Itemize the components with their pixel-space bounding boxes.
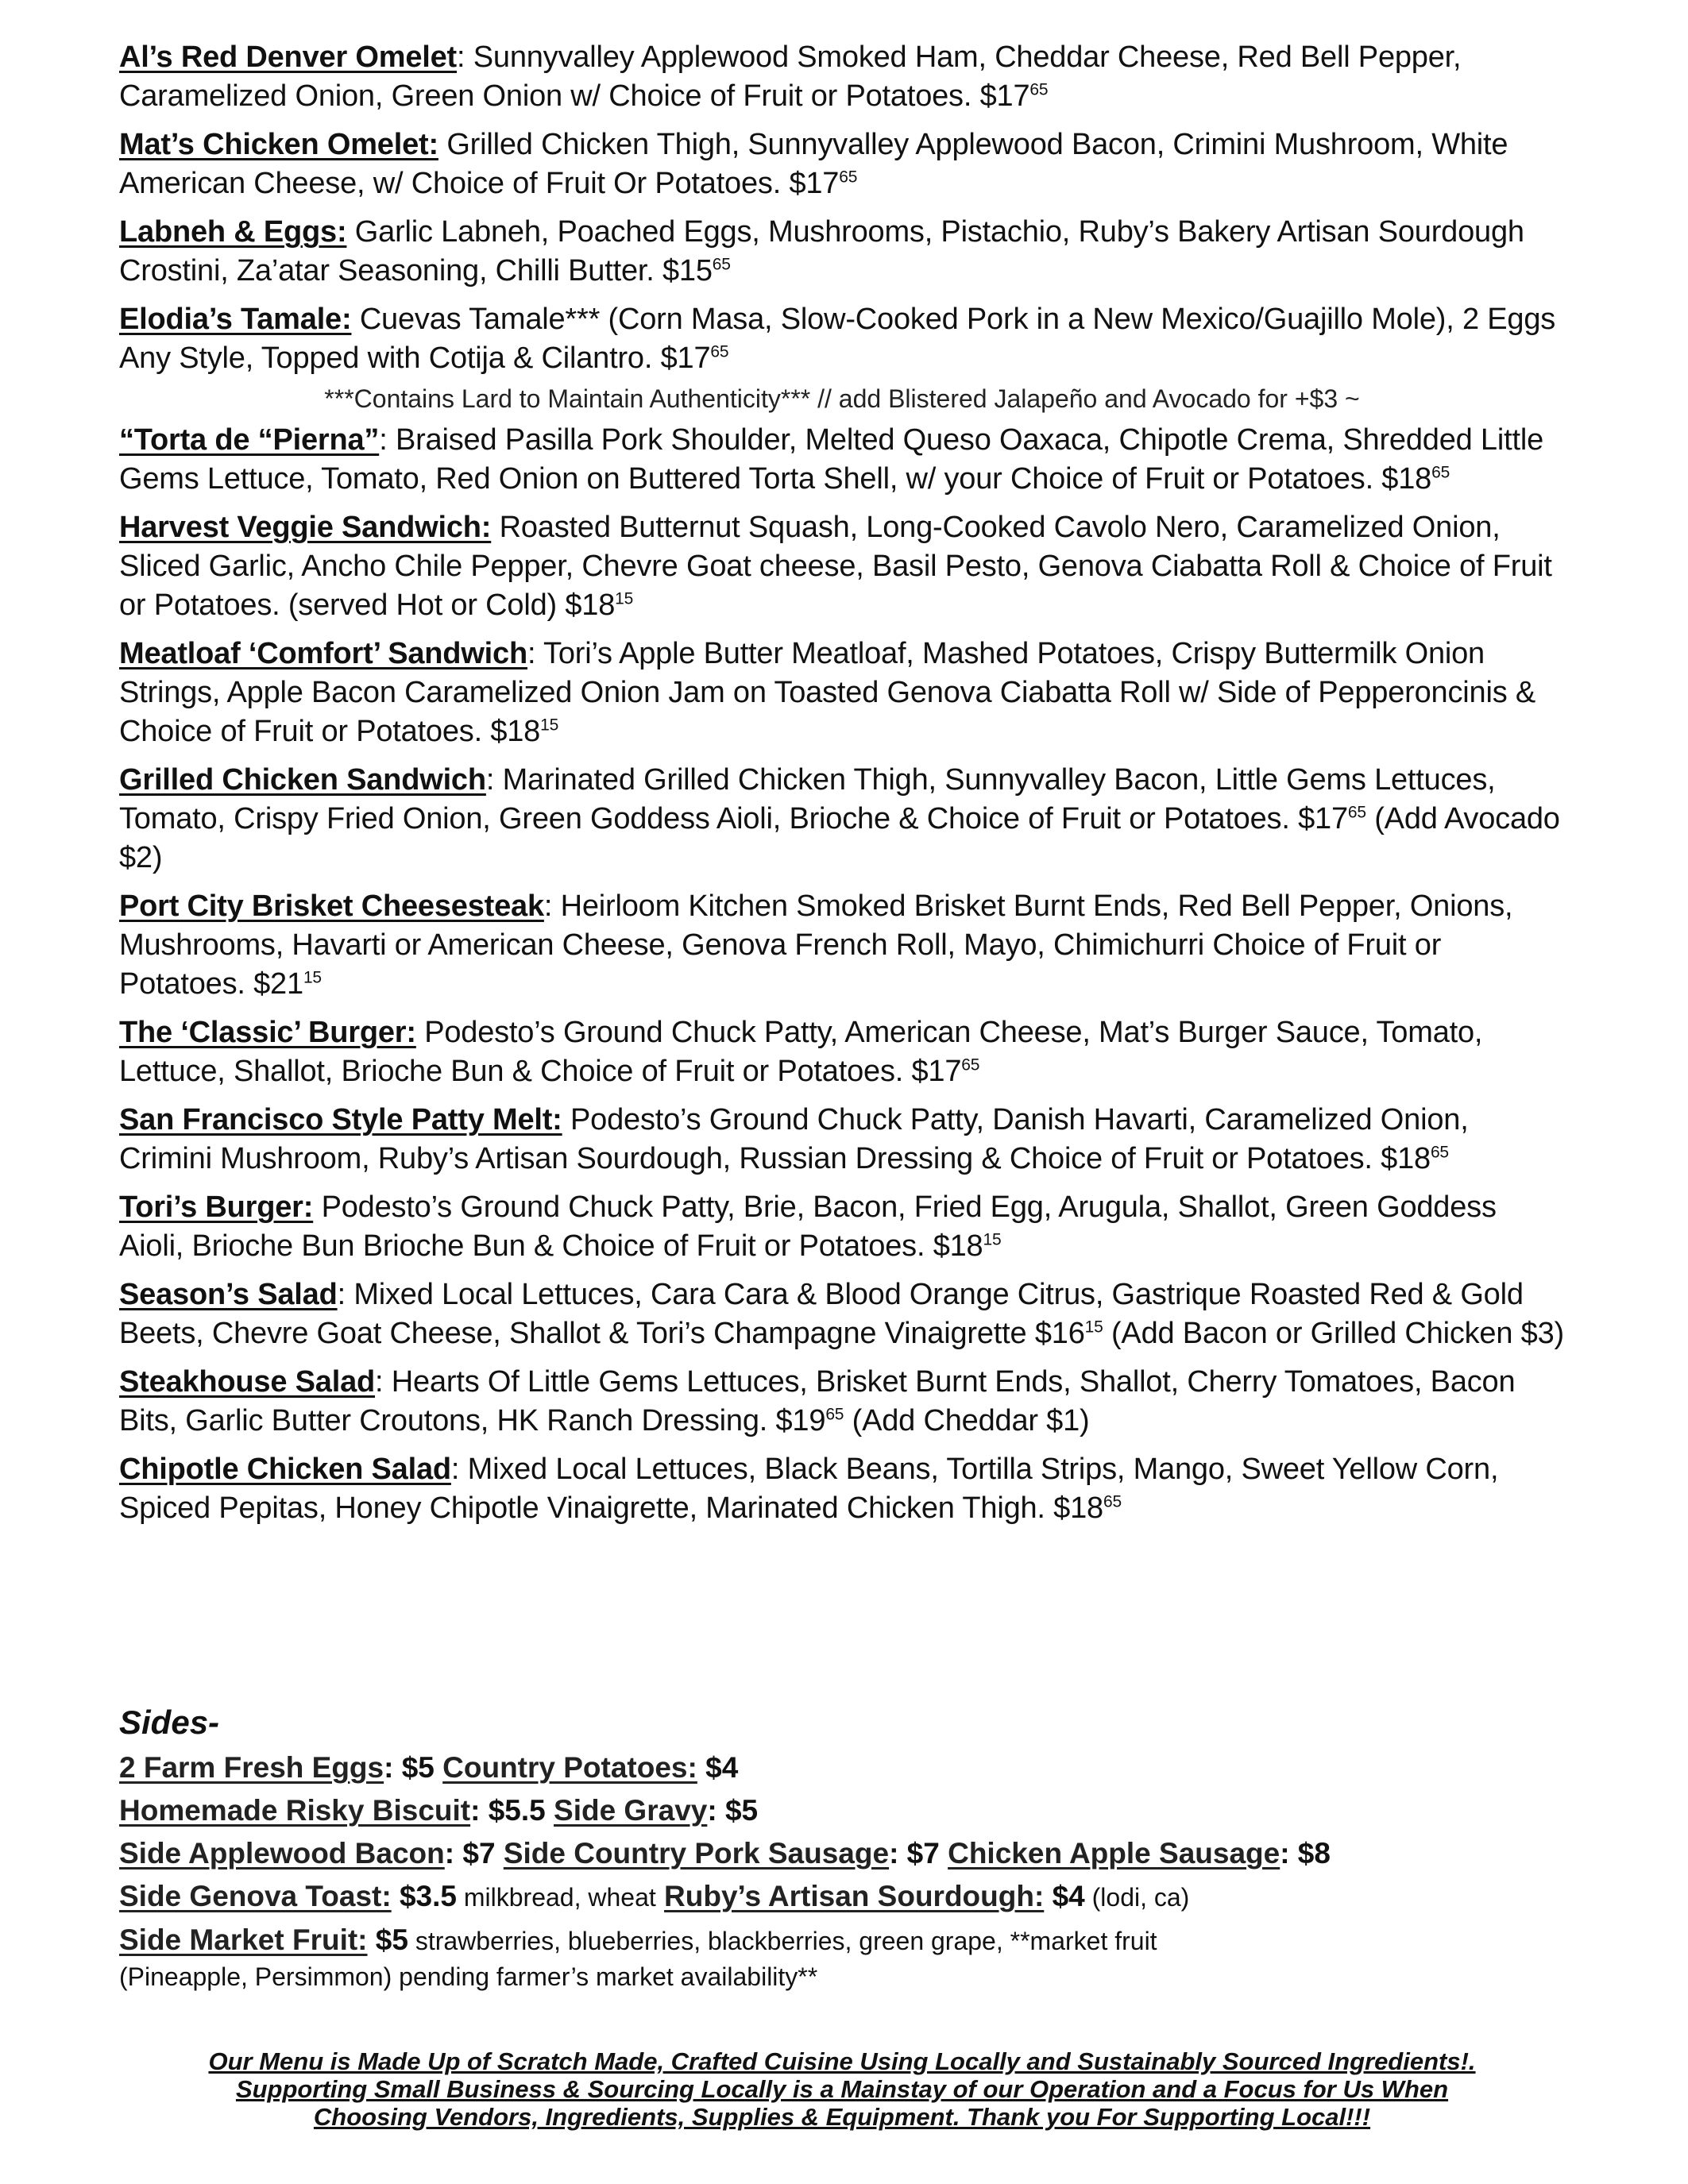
item-name: Steakhouse Salad [119, 1365, 376, 1399]
item-price-cents: 65 [1103, 1492, 1122, 1511]
item-separator: : [543, 889, 561, 923]
side-name: Side Genova Toast: [119, 1880, 392, 1912]
footer-line: Supporting Small Business & Sourcing Locally is a Mainstay of our Operation and a Focus for Us When [235, 2075, 1449, 2103]
item-name: Elodia’s Tamale: [119, 303, 352, 336]
side-price: : $7 [889, 1837, 940, 1870]
item-price: $18 [1381, 462, 1432, 496]
item-name: Port City Brisket Cheesesteak [119, 889, 544, 923]
side-lines [119, 1746, 1565, 1962]
item-description: Tori’s Apple Butter Meatloaf, Mashed Potatoes, Crispy Buttermilk Onion Strings, Apple Bacon Caramelized Onion Jam on Toasted Genova Ciabatta Roll w/ Side of Pepperoncinis & Choice of Fruit or Potatoes. [119, 637, 1536, 748]
side-extra: milkbread, wheat [456, 1883, 656, 1912]
item-description: Cuevas Tamale*** (Corn Masa, Slow-Cooked Pork in a New Mexico/Guajillo Mole), 2 Eggs Any Style, Topped with Cotija & Cilantro. [119, 303, 1556, 375]
side-price: : $5 [707, 1794, 759, 1827]
item-price: $18 [490, 715, 541, 748]
fruit-note: (Pineapple, Persimmon) pending farmer’s market availability** [119, 1962, 818, 1991]
item-price: $17 [1298, 802, 1348, 835]
side-price: $3.5 [391, 1880, 457, 1912]
item-description: Mixed Local Lettuces, Cara Cara & Blood Orange Citrus, Gastrique Roasted Red & Gold Beets, Chevre Goat Cheese, Shallot & Tori’s Champagne Vinaigrette [119, 1278, 1524, 1350]
item-separator: : [485, 763, 503, 797]
item-description: Sunnyvalley Applewood Smoked Ham, Cheddar Cheese, Red Bell Pepper, Caramelized Onion, Green Onion w/ Choice of Fruit or Potatoes. [119, 41, 1462, 113]
side-price: $4 [697, 1751, 739, 1784]
side-price: : $7 [444, 1837, 496, 1870]
side-price: : $5.5 [470, 1794, 546, 1827]
item-price: $18 [1381, 1142, 1431, 1175]
side-line [119, 1789, 1565, 1832]
item-price: $17 [911, 1055, 962, 1088]
item-price-cents: 15 [303, 968, 322, 987]
item-price-cents: 65 [825, 1405, 844, 1424]
menu-item [119, 1363, 1565, 1441]
item-price-cents: 15 [540, 716, 559, 735]
menu-item [119, 1188, 1565, 1266]
footer-statement [119, 2047, 1565, 2131]
item-price-cents: 15 [1084, 1318, 1103, 1337]
item-separator [313, 1190, 321, 1224]
side-name: Side Country Pork Sausage [503, 1837, 890, 1870]
item-addon: (Add Bacon or Grilled Chicken $3) [1103, 1317, 1564, 1350]
side-name: 2 Farm Fresh Eggs [119, 1751, 384, 1784]
item-separator [416, 1016, 424, 1049]
item-separator: : [375, 1365, 392, 1399]
item-separator: : [379, 423, 396, 457]
menu-item [119, 213, 1565, 291]
item-separator [562, 1103, 570, 1136]
item-price-cents: 65 [712, 255, 731, 274]
item-name: “Torta de “Pierna” [119, 423, 380, 457]
menu-item [119, 38, 1565, 116]
item-price: $17 [660, 341, 711, 375]
item-price-cents: 65 [710, 342, 729, 361]
item-price-cents: 65 [961, 1055, 980, 1075]
item-description: Podesto’s Ground Chuck Patty, American Cheese, Mat’s Burger Sauce, Tomato, Lettuce, Shallot, Brioche Bun & Choice of Fruit or Potatoes. [119, 1016, 1483, 1088]
item-separator: : [457, 41, 473, 74]
side-extra: strawberries, blueberries, blackberries, green grape, **market fruit [408, 1927, 1157, 1955]
side-name: Side Gravy [554, 1794, 708, 1827]
item-separator [346, 215, 354, 249]
side-name: Chicken Apple Sausage [948, 1837, 1280, 1870]
item-price: $16 [1034, 1317, 1085, 1350]
menu-item [119, 1013, 1565, 1091]
side-name: Country Potatoes: [442, 1751, 697, 1784]
item-name: Labneh & Eggs: [119, 215, 347, 249]
item-description: Braised Pasilla Pork Shoulder, Melted Queso Oaxaca, Chipotle Crema, Shredded Little Gems Lettuce, Tomato, Red Onion on Buttered Torta Shell, w/ your Choice of Fruit or Potatoes. [119, 423, 1544, 496]
item-price-cents: 65 [839, 168, 858, 187]
item-description: Podesto’s Ground Chuck Patty, Danish Havarti, Caramelized Onion, Crimini Mushroom, Ruby’s Artisan Sourdough, Russian Dressing & Choice of Fruit or Potatoes. [119, 1103, 1469, 1175]
item-name: Al’s Red Denver Omelet [119, 41, 458, 74]
menu-item [119, 761, 1565, 878]
side-line [119, 1875, 1565, 1919]
side-name: Ruby’s Artisan Sourdough: [664, 1880, 1045, 1912]
menu-item [119, 1101, 1565, 1179]
menu-item [119, 508, 1565, 625]
item-price: $18 [565, 588, 616, 622]
side-name: Side Market Fruit: [119, 1924, 368, 1956]
side-name: Homemade Risky Biscuit [119, 1794, 471, 1827]
item-name: Chipotle Chicken Salad [119, 1453, 451, 1486]
item-price: $19 [775, 1404, 826, 1437]
menu-item [119, 635, 1565, 751]
side-line [119, 1832, 1565, 1875]
item-price: $17 [789, 167, 840, 200]
item-description: Mixed Local Lettuces, Black Beans, Tortilla Strips, Mango, Sweet Yellow Corn, Spiced Pepitas, Honey Chipotle Vinaigrette, Marinated Chicken Thigh. [119, 1453, 1499, 1525]
item-description: Marinated Grilled Chicken Thigh, Sunnyvalley Bacon, Little Gems Lettuces, Tomato, Crispy Fried Onion, Green Goddess Aioli, Brioche & Choice of Fruit or Potatoes. [119, 763, 1496, 835]
menu-item [119, 421, 1565, 499]
item-price-cents: 65 [1430, 1143, 1449, 1162]
item-description: Podesto’s Ground Chuck Patty, Brie, Bacon, Fried Egg, Arugula, Shallot, Green Goddess Aioli, Brioche Bun Brioche Bun & Choice of Fruit or Potatoes. [119, 1190, 1497, 1263]
side-extra: (lodi, ca) [1084, 1883, 1190, 1912]
side-line [119, 1746, 1565, 1789]
item-description: Roasted Butternut Squash, Long-Cooked Cavolo Nero, Caramelized Onion, Sliced Garlic, Ancho Chile Pepper, Chevre Goat cheese, Basil Pesto, Genova Ciabatta Roll & Choice of Fruit or Potatoes. (served Hot or Cold) [119, 511, 1552, 622]
item-addon: (Add Avocado $2) [119, 802, 1560, 874]
item-name: Tori’s Burger: [119, 1190, 314, 1224]
menu-items [119, 38, 1565, 1538]
item-price-cents: 65 [1029, 80, 1049, 99]
item-separator: : [450, 1453, 468, 1486]
item-separator [351, 303, 359, 336]
item-separator: : [527, 637, 544, 670]
sides-title: Sides- [119, 1704, 220, 1741]
sides-section [119, 1704, 1565, 1991]
item-name: Grilled Chicken Sandwich [119, 763, 486, 797]
side-name: Side Applewood Bacon [119, 1837, 445, 1870]
item-description: Garlic Labneh, Poached Eggs, Mushrooms, Pistachio, Ruby’s Bakery Artisan Sourdough Crostini, Za’atar Seasoning, Chilli Butter. [119, 215, 1524, 287]
item-name: San Francisco Style Patty Melt: [119, 1103, 562, 1136]
item-name: The ‘Classic’ Burger: [119, 1016, 416, 1049]
menu-item [119, 1275, 1565, 1353]
menu-item [119, 887, 1565, 1004]
item-price-cents: 65 [1347, 803, 1366, 822]
item-price-cents: 65 [1431, 463, 1450, 482]
footer-line: Our Menu is Made Up of Scratch Made, Crafted Cuisine Using Locally and Sustainably Sourced Ingredients!. [208, 2047, 1476, 2075]
item-price-cents: 15 [983, 1230, 1002, 1249]
item-name: Meatloaf ‘Comfort’ Sandwich [119, 637, 527, 670]
item-price: $15 [662, 254, 713, 287]
item-separator [438, 128, 446, 161]
side-line [119, 1919, 1565, 1962]
item-name: Harvest Veggie Sandwich: [119, 511, 492, 544]
item-note: ***Contains Lard to Maintain Authenticity*** // add Blistered Jalapeño and Avocado for +$3 ~ [324, 384, 1360, 413]
item-separator [491, 511, 499, 544]
item-name: Mat’s Chicken Omelet: [119, 128, 438, 161]
item-description: Hearts Of Little Gems Lettuces, Brisket Burnt Ends, Shallot, Cherry Tomatoes, Bacon Bits, Garlic Butter Croutons, HK Ranch Dressing. [119, 1365, 1516, 1437]
item-price: $18 [933, 1229, 983, 1263]
side-price: $5 [367, 1924, 408, 1956]
item-price-cents: 15 [615, 589, 634, 608]
menu-item [119, 125, 1565, 203]
side-price: : $5 [384, 1751, 435, 1784]
item-name: Season’s Salad [119, 1278, 338, 1311]
menu-item [119, 300, 1565, 378]
item-description: Heirloom Kitchen Smoked Brisket Burnt Ends, Red Bell Pepper, Onions, Mushrooms, Havarti or American Cheese, Genova French Roll, Mayo, Chimichurri Choice of Fruit or Potatoes. [119, 889, 1513, 1001]
item-description: Grilled Chicken Thigh, Sunnyvalley Applewood Bacon, Crimini Mushroom, White American Cheese, w/ Choice of Fruit Or Potatoes. [119, 128, 1508, 200]
footer-line: Choosing Vendors, Ingredients, Supplies & Equipment. Thank you For Supporting Local!!! [313, 2103, 1371, 2131]
item-separator: : [337, 1278, 354, 1311]
side-price: : $8 [1280, 1837, 1331, 1870]
item-price: $21 [253, 967, 303, 1001]
menu-item [119, 1450, 1565, 1528]
item-addon: (Add Cheddar $1) [844, 1404, 1090, 1437]
item-price: $17 [979, 79, 1030, 113]
side-price: $4 [1044, 1880, 1085, 1912]
item-price: $18 [1053, 1491, 1103, 1525]
